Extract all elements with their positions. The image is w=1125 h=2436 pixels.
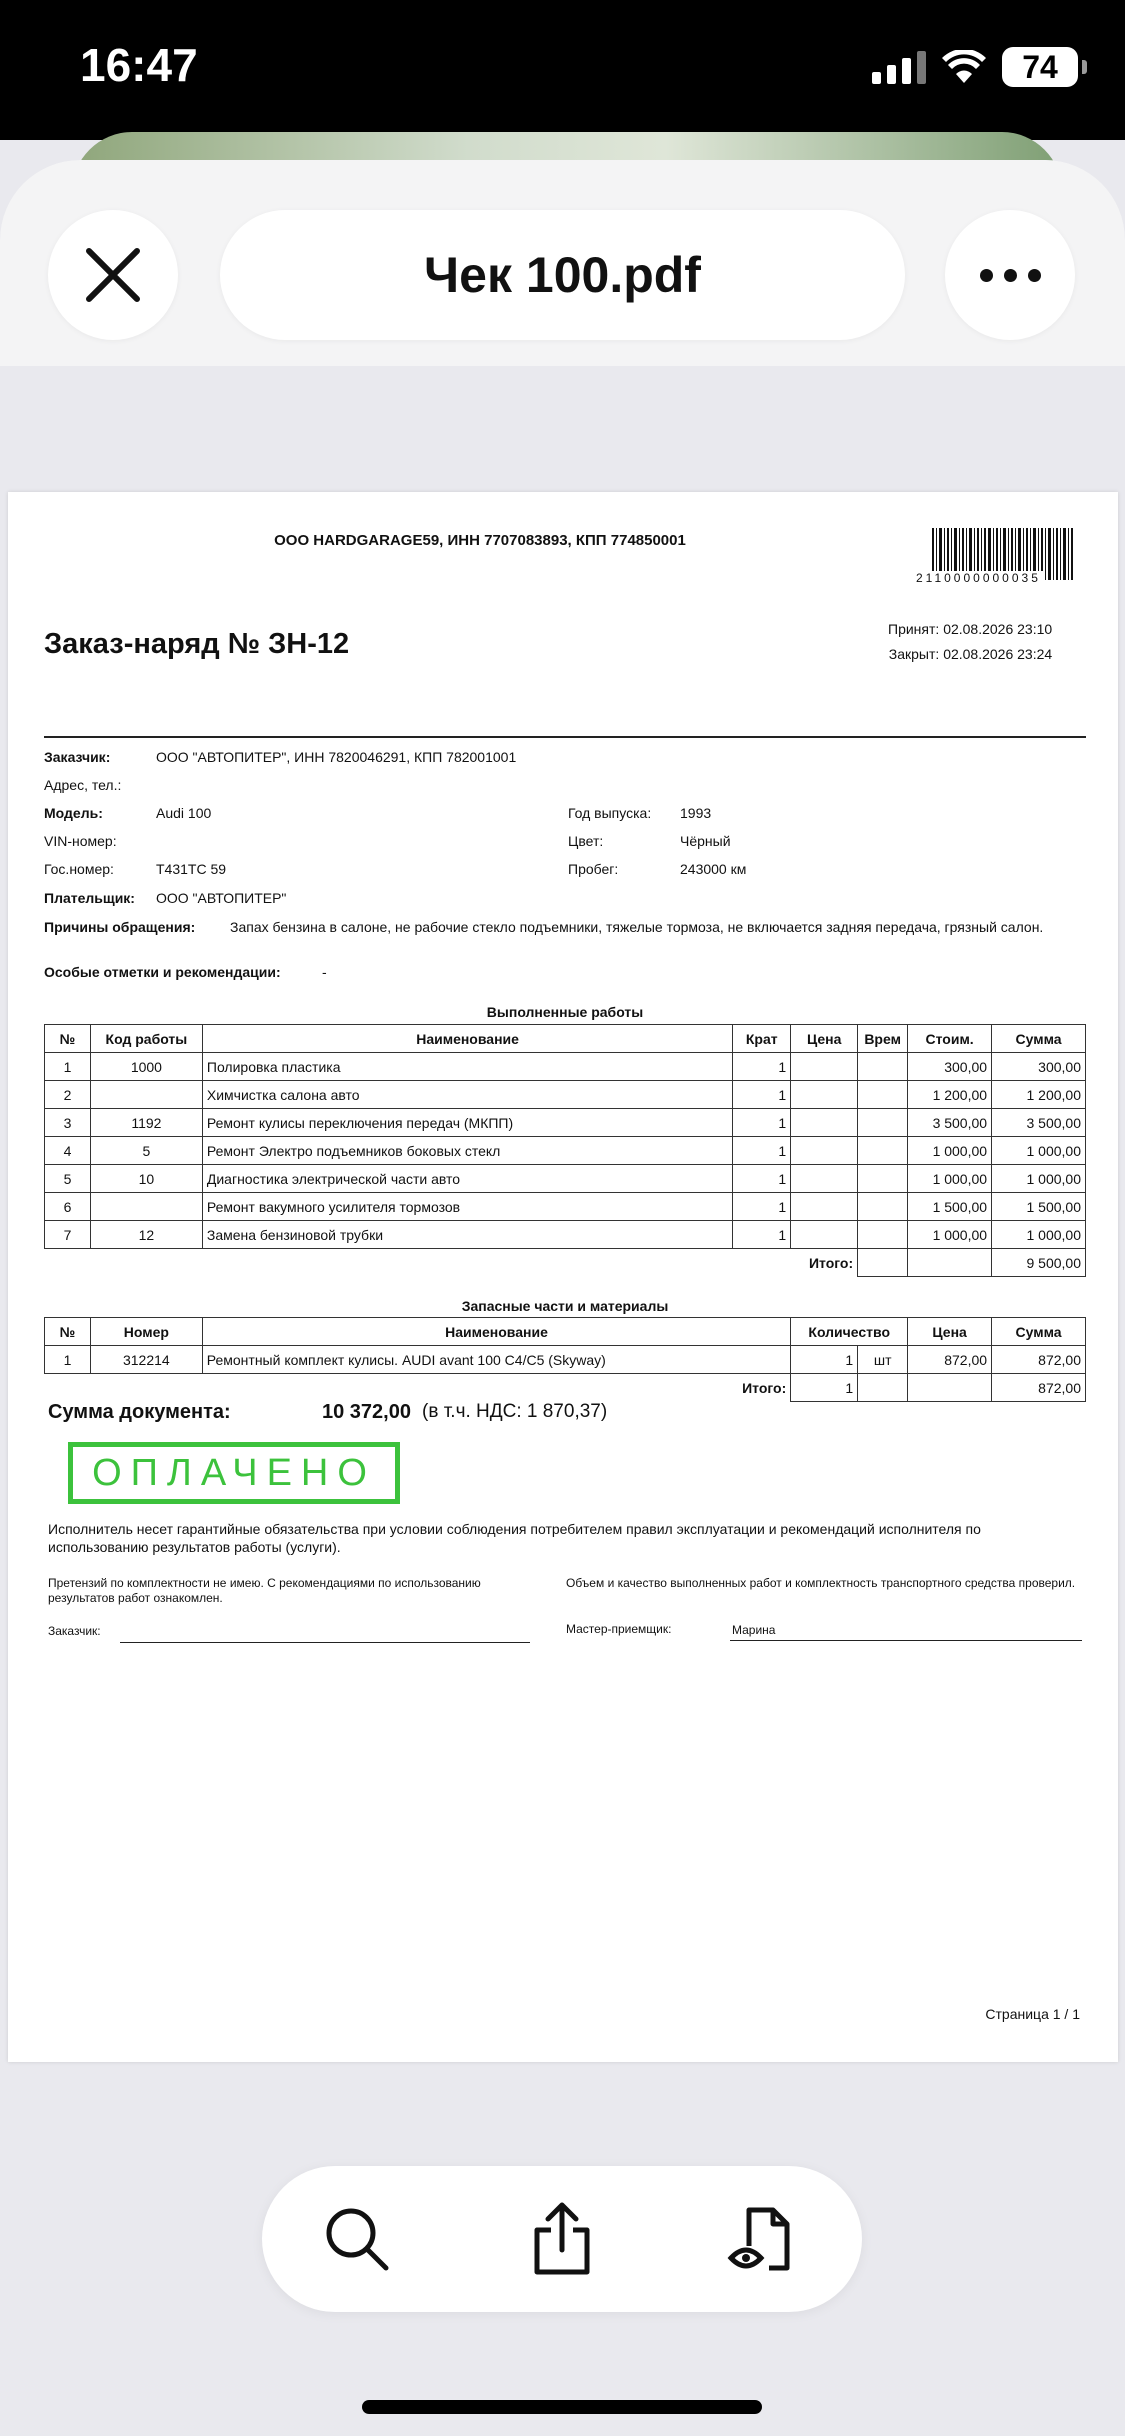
cell <box>858 1165 908 1193</box>
cell: 1 000,00 <box>992 1137 1086 1165</box>
master-signature-line <box>730 1640 1082 1641</box>
cell: 1 000,00 <box>992 1165 1086 1193</box>
cell: 1 200,00 <box>908 1081 992 1109</box>
reasons-label: Причины обращения: <box>44 919 196 935</box>
paid-stamp: ОПЛАЧЕНО <box>68 1442 400 1504</box>
cell <box>858 1053 908 1081</box>
cell: 5 <box>90 1137 202 1165</box>
viewer-header <box>0 160 1125 366</box>
battery-tip <box>1082 60 1087 74</box>
header-cell: Цена <box>908 1318 992 1346</box>
document-title: Чек 100.pdf <box>220 210 905 340</box>
cell: Ремонт вакумного усилителя тормозов <box>202 1193 732 1221</box>
cell: 3 <box>45 1109 91 1137</box>
payer-label: Плательщик: <box>44 890 135 906</box>
cell: 1 500,00 <box>992 1193 1086 1221</box>
document-sum-label: Сумма документа: <box>48 1401 231 1423</box>
cell: 872,00 <box>908 1346 992 1374</box>
works-total-row <box>45 1249 1086 1277</box>
header-cell: Врем <box>858 1025 908 1053</box>
cell <box>858 1109 908 1137</box>
header-cell: Крат <box>733 1025 791 1053</box>
page-number: Страница 1 / 1 <box>985 2006 1080 2022</box>
table-row <box>45 1346 1086 1374</box>
cell <box>858 1137 908 1165</box>
reasons-value: Запах бензина в салоне, не рабочие стекло подъемники, тяжелые тормоза, не включается задняя передача, грязный салон. <box>230 919 1044 935</box>
claims-text: Претензий по комплектности не имею. С рекомендациями по использованию результатов работ ознакомлен. <box>48 1576 481 1605</box>
cell: 1 <box>733 1193 791 1221</box>
cell: 5 <box>45 1165 91 1193</box>
accepted-date: 02.08.2026 23:10 <box>943 621 1053 637</box>
search-icon <box>322 2204 392 2274</box>
vin-label: VIN-номер: <box>44 833 117 849</box>
cell <box>791 1193 858 1221</box>
barcode-number: 2110000000035 <box>916 571 1041 585</box>
cell: 12 <box>90 1221 202 1249</box>
markup-button[interactable] <box>717 2194 807 2284</box>
plate-value: Т431ТС 59 <box>156 861 227 877</box>
cell: 1 <box>733 1137 791 1165</box>
cellular-signal-icon <box>872 50 926 84</box>
sign-master-name: Марина <box>732 1623 776 1637</box>
cell: 4 <box>45 1137 91 1165</box>
cell: 3 500,00 <box>992 1109 1086 1137</box>
status-icons <box>872 44 1087 90</box>
parts-total-row <box>45 1374 1086 1402</box>
model-label: Модель: <box>44 805 103 821</box>
table-row <box>45 1165 1086 1193</box>
cell: 1 <box>45 1346 91 1374</box>
cell: Ремонт кулисы переключения передач (МКПП) <box>202 1109 732 1137</box>
cell: 1192 <box>90 1109 202 1137</box>
cell: Полировка пластика <box>202 1053 732 1081</box>
color-label: Цвет: <box>568 833 604 849</box>
header-cell: Цена <box>791 1025 858 1053</box>
mileage-value: 243000 км <box>680 861 747 877</box>
year-label: Год выпуска: <box>568 805 652 821</box>
cell: 1 000,00 <box>908 1165 992 1193</box>
cell <box>858 1221 908 1249</box>
cell: 3 500,00 <box>908 1109 992 1137</box>
sign-customer-label: Заказчик: <box>48 1624 101 1638</box>
parts-total-value: 872,00 <box>992 1374 1086 1402</box>
customer-value: ООО "АВТОПИТЕР", ИНН 7820046291, КПП 782001001 <box>156 749 517 765</box>
table-row <box>45 1193 1086 1221</box>
cell: 312214 <box>90 1346 202 1374</box>
home-indicator <box>362 2400 762 2414</box>
model-value: Audi 100 <box>156 805 212 821</box>
cell <box>791 1109 858 1137</box>
cell: Диагностика электрической части авто <box>202 1165 732 1193</box>
quality-text: Объем и качество выполненных работ и комплектность транспортного средства проверил. <box>566 1576 1076 1590</box>
cell <box>791 1165 858 1193</box>
parts-total-qty: 1 <box>791 1374 858 1402</box>
notes-label: Особые отметки и рекомендации: <box>44 964 281 980</box>
parts-total-label: Итого: <box>742 1379 787 1396</box>
header-cell: Количество <box>791 1318 908 1346</box>
company-header: ООО HARDGARAGE59, ИНН 7707083893, КПП 774850001 <box>274 532 686 549</box>
works-header-row <box>45 1025 1086 1053</box>
status-time: 16:47 <box>80 39 198 91</box>
vat-value: (в т.ч. НДС: 1 870,37) <box>422 1401 608 1422</box>
cell: 7 <box>45 1221 91 1249</box>
accepted-label: Принят: <box>888 621 940 637</box>
cell: 1 <box>733 1081 791 1109</box>
works-total-label: Итого: <box>808 1254 854 1271</box>
table-row <box>45 1109 1086 1137</box>
cell: шт <box>858 1346 908 1374</box>
header-cell: Сумма <box>992 1318 1086 1346</box>
cell: 10 <box>90 1165 202 1193</box>
order-title: Заказ-наряд № ЗН-12 <box>44 628 350 660</box>
table-row <box>45 1137 1086 1165</box>
cell: 1 <box>45 1053 91 1081</box>
parts-header-row <box>45 1318 1086 1346</box>
closed-date: 02.08.2026 23:24 <box>943 646 1053 662</box>
bottom-toolbar <box>262 2166 862 2312</box>
sign-master-label: Мастер-приемщик: <box>566 1622 672 1636</box>
share-icon <box>527 2200 597 2278</box>
cell <box>791 1081 858 1109</box>
address-label: Адрес, тел.: <box>44 777 122 793</box>
warranty-text: Исполнитель несет гарантийные обязательства при условии соблюдения потребителем правил эксплуатации и рекомендаций исполнителя по использованию результатов работы (услуги). <box>48 1521 981 1555</box>
cell: 1 <box>791 1346 858 1374</box>
notes-value: - <box>322 964 327 980</box>
close-button[interactable] <box>48 210 178 340</box>
header-cell: Стоим. <box>908 1025 992 1053</box>
works-title: Выполненные работы <box>486 1004 644 1020</box>
parts-title: Запасные части и материалы <box>461 1298 669 1314</box>
cell: 1 200,00 <box>992 1081 1086 1109</box>
parts-table <box>44 1317 1086 1402</box>
cell <box>791 1221 858 1249</box>
cell: 300,00 <box>992 1053 1086 1081</box>
header-cell: Наименование <box>202 1025 732 1053</box>
cell <box>858 1193 908 1221</box>
cell <box>791 1137 858 1165</box>
more-button[interactable] <box>945 210 1075 340</box>
document-sum-value: 10 372,00 <box>322 1401 411 1423</box>
table-row <box>45 1081 1086 1109</box>
divider <box>44 736 1086 738</box>
share-button[interactable] <box>517 2194 607 2284</box>
cell: Ремонт Электро подъемников боковых стекл <box>202 1137 732 1165</box>
header-cell: № <box>45 1025 91 1053</box>
battery-icon <box>1002 47 1078 87</box>
cell: 1 <box>733 1165 791 1193</box>
cell: 1 000,00 <box>908 1221 992 1249</box>
mileage-label: Пробег: <box>568 861 619 877</box>
cell: Замена бензиновой трубки <box>202 1221 732 1249</box>
header-cell: Номер <box>90 1318 202 1346</box>
year-value: 1993 <box>680 805 712 821</box>
header-cell: Наименование <box>202 1318 790 1346</box>
table-row <box>45 1053 1086 1081</box>
customer-label: Заказчик: <box>44 749 111 765</box>
cell: 2 <box>45 1081 91 1109</box>
battery-level: 74 <box>1022 48 1058 85</box>
color-value: Чёрный <box>680 833 731 849</box>
cell: 1 000,00 <box>908 1137 992 1165</box>
table-row <box>45 1221 1086 1249</box>
header-cell: Код работы <box>90 1025 202 1053</box>
cell: Ремонтный комплект кулисы. AUDI avant 100 C4/C5 (Skyway) <box>202 1346 790 1374</box>
works-table <box>44 1024 1086 1277</box>
wifi-icon <box>942 50 986 84</box>
customer-signature-line <box>120 1642 530 1643</box>
cell: 6 <box>45 1193 91 1221</box>
cell: 1000 <box>90 1053 202 1081</box>
cell <box>90 1081 202 1109</box>
plate-label: Гос.номер: <box>44 861 114 877</box>
header-cell: № <box>45 1318 91 1346</box>
header-cell: Сумма <box>992 1025 1086 1053</box>
closed-label: Закрыт: <box>888 646 940 662</box>
cell: 1 <box>733 1221 791 1249</box>
works-total-value: 9 500,00 <box>992 1249 1086 1277</box>
cell: 1 500,00 <box>908 1193 992 1221</box>
cell <box>90 1193 202 1221</box>
search-button[interactable] <box>312 2194 402 2284</box>
payer-value: ООО "АВТОПИТЕР" <box>156 890 287 906</box>
close-icon <box>85 247 141 303</box>
cell: 1 <box>733 1053 791 1081</box>
cell: 1 <box>733 1109 791 1137</box>
status-bar <box>0 0 1125 140</box>
cell: 1 000,00 <box>992 1221 1086 1249</box>
cell: Химчистка салона авто <box>202 1081 732 1109</box>
cell: 872,00 <box>992 1346 1086 1374</box>
order-dates <box>888 617 1052 667</box>
cell <box>791 1053 858 1081</box>
document-page[interactable] <box>8 492 1118 2062</box>
more-icon <box>980 269 1041 282</box>
cell <box>858 1081 908 1109</box>
document-preview-icon <box>727 2202 797 2276</box>
cell: 300,00 <box>908 1053 992 1081</box>
